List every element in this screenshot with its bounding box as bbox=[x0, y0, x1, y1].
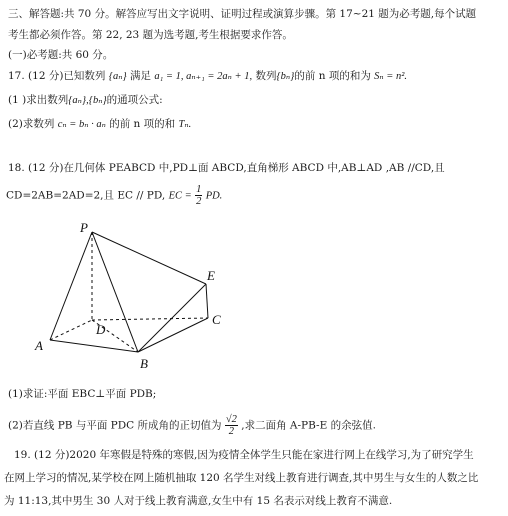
q17-cond-math: a₁ = 1, aₙ₊₁ = 2aₙ + 1, bbox=[154, 71, 253, 82]
edge-AB bbox=[50, 340, 138, 352]
edge-EC bbox=[206, 284, 208, 318]
label-D: D bbox=[96, 322, 106, 337]
q18-part1: (1)求证:平面 EBC⊥平面 PDB; bbox=[8, 388, 157, 400]
q18-line2-prefix: CD=2AB=2AD=2,且 EC // PD, bbox=[6, 189, 166, 202]
q17-part1-prefix: (1 )求出数列 bbox=[8, 94, 69, 106]
q18-pd-math: PD. bbox=[205, 190, 223, 202]
label-C: C bbox=[212, 312, 221, 327]
label-P: P bbox=[80, 220, 88, 235]
q18-fraction bbox=[195, 184, 202, 207]
q17-prefix: 17. (12 分)已知数列 bbox=[8, 70, 106, 82]
q17-part2 bbox=[8, 116, 191, 131]
q17-seq-a: {aₙ} bbox=[108, 71, 127, 82]
q17-sum-math: Sₙ = n². bbox=[374, 71, 408, 82]
q17-cond-text: 满足 bbox=[130, 70, 152, 82]
q17-sum-text: 的前 n 项的和为 bbox=[294, 70, 371, 82]
q19-line3: 为 11:13,其中男生 30 人对于线上教育满意,女生中有 15 名表示对线上教育不满意. bbox=[4, 495, 393, 507]
edge-DC bbox=[92, 318, 208, 320]
edge-PA bbox=[50, 232, 92, 340]
required-heading: (一)必考题:共 60 分。 bbox=[8, 49, 114, 61]
q17-stem bbox=[8, 68, 407, 83]
q18-part2-frac-den: 2 bbox=[228, 426, 234, 437]
label-E: E bbox=[207, 268, 215, 283]
q18-frac-den: 2 bbox=[196, 196, 202, 207]
q18-part2-prefix: (2)若直线 PB 与平面 PDC 所成角的正切值为 bbox=[8, 419, 222, 432]
q18-part2-fraction bbox=[225, 414, 238, 437]
label-B: B bbox=[140, 356, 148, 371]
section-intro-line2: 考生都必须作答。第 22, 23 题为选考题,考生根据要求作答。 bbox=[8, 29, 293, 41]
q18-ec-math: EC = bbox=[168, 190, 192, 202]
q19-line2: 在网上学习的情况,某学校在网上随机抽取 120 名学生对线上教育进行调查,其中男生与女生的人数之比 bbox=[4, 472, 479, 484]
q17-part1-seqs: {aₙ},{bₙ} bbox=[68, 95, 107, 106]
label-A: A bbox=[35, 338, 43, 353]
geometry-figure bbox=[30, 218, 230, 376]
q18-part2-frac-num: √2 bbox=[225, 414, 237, 425]
q17-part2-math: cₙ = bₙ · aₙ bbox=[57, 119, 106, 130]
q17-part1-suffix: 的通项公式: bbox=[106, 94, 163, 106]
q17-part1 bbox=[8, 92, 163, 107]
section-intro-line1: 三、解答题:共 70 分。解答应写出文字说明、证明过程或演算步骤。第 17~21 题为必考题,每个试题 bbox=[8, 8, 477, 20]
q17-seq-b-text: 数列 bbox=[255, 70, 277, 82]
q18-part2-suffix: ,求二面角 A-PB-E 的余弦值. bbox=[241, 419, 376, 432]
q17-part2-prefix: (2)求数列 bbox=[8, 118, 55, 130]
edge-BC bbox=[138, 318, 208, 352]
q18-part2 bbox=[8, 414, 376, 437]
q18-frac-num: 1 bbox=[196, 184, 202, 195]
q18-line1: 18. (12 分)在几何体 PEABCD 中,PD⊥面 ABCD,直角梯形 ABCD 中,AB⊥AD ,AB //CD,且 bbox=[8, 162, 445, 174]
q18-line2 bbox=[6, 184, 222, 207]
q19-line1: 19. (12 分)2020 年寒假是特殊的寒假,因为疫情全体学生只能在家进行网上在线学习,为了研究学生 bbox=[14, 449, 474, 461]
q17-part2-T: Tₙ. bbox=[178, 119, 192, 130]
q17-seq-b: {bₙ} bbox=[276, 71, 295, 82]
q17-part2-mid: 的前 n 项的和 bbox=[109, 118, 176, 130]
